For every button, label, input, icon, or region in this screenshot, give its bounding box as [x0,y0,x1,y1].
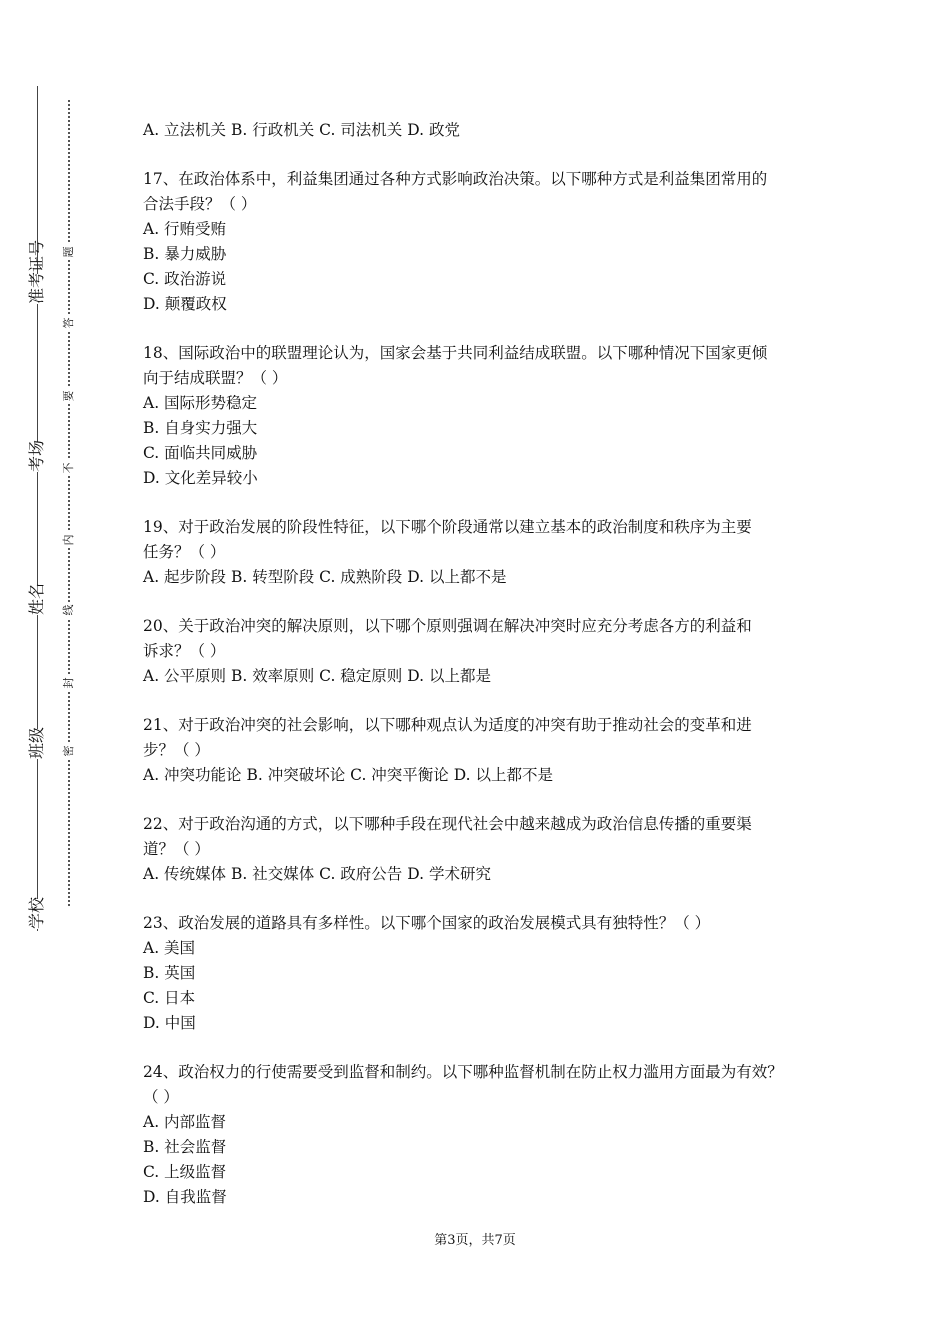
option: D. 文化差异较小 [143,469,258,487]
option: C. 上级监督 [143,1163,227,1181]
question-stem-line: 步？（ ） [143,741,210,759]
binding-margin [0,0,80,1344]
binding-solid-line [37,86,38,931]
question-17 [143,167,833,317]
question-stem-line: 21、对于政治冲突的社会影响，以下哪种观点认为适度的冲突有助于推动社会的变革和进 [143,716,752,734]
option: D. 中国 [143,1014,196,1032]
question-stem-line: 19、对于政治发展的阶段性特征，以下哪个阶段通常以建立基本的政治制度和秩序为主要 [143,518,752,536]
question-stem-line: 向于结成联盟？（ ） [143,369,288,387]
question-21 [143,713,833,788]
seal-char: 题 [63,244,75,260]
question-stem-line: 17、在政治体系中，利益集团通过各种方式影响政治决策。以下哪种方式是利益集团常用的 [143,170,768,188]
option: D. 自我监督 [143,1188,227,1206]
option: B. 自身实力强大 [143,419,258,437]
seal-char: 要 [63,388,75,404]
option: A. 内部监督 [143,1113,227,1131]
option: C. 面临共同威胁 [143,444,258,462]
question-stem-line: 22、对于政治沟通的方式，以下哪种手段在现代社会中越来越成为政治信息传播的重要渠 [143,815,752,833]
question-24 [143,1060,833,1210]
seal-dotted-line [68,100,70,906]
seal-char: 不 [63,460,75,476]
field-label-exam-number: 准考证号 [27,239,46,304]
option: C. 政治游说 [143,270,227,288]
question-22 [143,812,833,887]
question-stem-line: 23、政治发展的道路具有多样性。以下哪个国家的政治发展模式具有独特性？（ ） [143,914,711,932]
question-19 [143,515,833,590]
question-content [143,118,833,1210]
question-23 [143,911,833,1036]
question-18 [143,341,833,491]
seal-char: 线 [63,602,75,618]
field-label-class: 班级 [27,726,46,759]
question-stem-line: 合法手段？（ ） [143,195,257,213]
option: B. 社会监督 [143,1138,227,1156]
seal-char: 密 [63,743,75,759]
question-20 [143,614,833,689]
question-stem-line: 18、国际政治中的联盟理论认为，国家会基于共同利益结成联盟。以下哪种情况下国家更倾 [143,344,768,362]
option: B. 英国 [143,964,196,982]
seal-char: 答 [63,315,75,331]
seal-char: 封 [63,675,75,691]
question-stem-line: 24、政治权力的行使需要受到监督和制约。以下哪种监督机制在防止权力滥用方面最为有效？ [143,1063,783,1081]
option: A. 行贿受贿 [143,220,227,238]
question-stem-line: 任务？（ ） [143,543,226,561]
field-label-name: 姓名 [27,582,46,615]
field-label-school: 学校 [27,896,46,929]
question-stem-line: 20、关于政治冲突的解决原则，以下哪个原则强调在解决冲突时应充分考虑各方的利益和 [143,617,752,635]
option: A. 美国 [143,939,196,957]
seal-char: 内 [63,532,75,548]
leading-options: A. 立法机关 B. 行政机关 C. 司法机关 D. 政党 [143,121,460,139]
option-line: A. 传统媒体 B. 社交媒体 C. 政府公告 D. 学术研究 [143,865,491,883]
option: C. 日本 [143,989,196,1007]
question-stem-line: 诉求？（ ） [143,642,226,660]
question-stem-line: （ ） [143,1088,179,1106]
option-line: A. 公平原则 B. 效率原则 C. 稳定原则 D. 以上都是 [143,667,491,685]
question-stem-line: 道？（ ） [143,840,210,858]
field-label-exam-room: 考场 [27,439,46,472]
option: A. 国际形势稳定 [143,394,258,412]
option-line: A. 起步阶段 B. 转型阶段 C. 成熟阶段 D. 以上都不是 [143,568,507,586]
option: B. 暴力威胁 [143,245,227,263]
option: D. 颠覆政权 [143,295,227,313]
option-line: A. 冲突功能论 B. 冲突破坏论 C. 冲突平衡论 D. 以上都不是 [143,766,553,784]
page-footer: 第3页，共7页 [434,1233,516,1248]
